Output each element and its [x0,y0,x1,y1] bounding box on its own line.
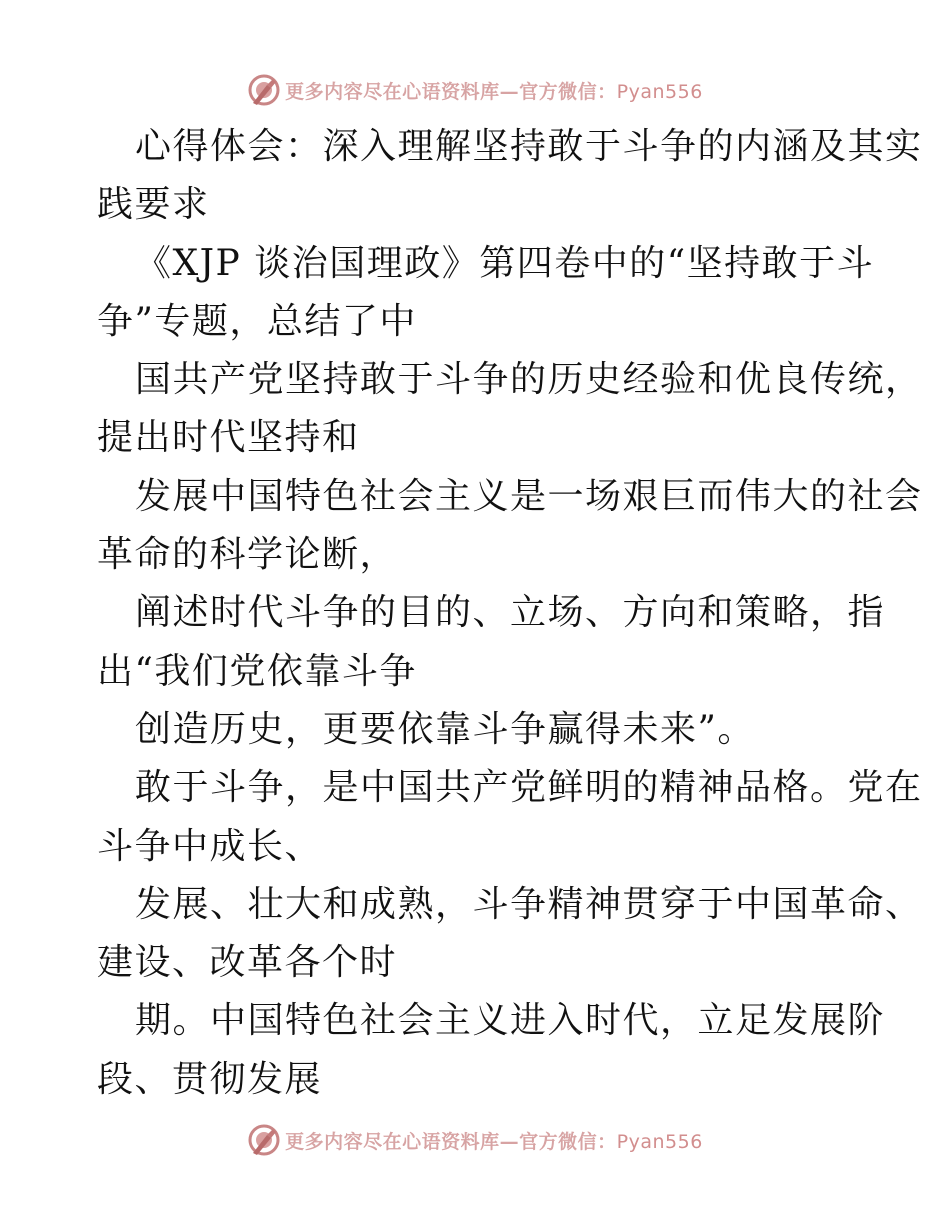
text-line: 斗争中成长、 [97,825,323,867]
footer-watermark [0,1120,950,1160]
text-line: 发展、壮大和成熟，斗争精神贯穿于中国革命、 [135,883,923,925]
text-line: 《XJP 谈治国理政》第四卷中的“坚持敢于斗 [135,242,875,284]
document-body [97,118,923,1109]
header-watermark [0,70,950,110]
text-line: 出“我们党依靠斗争 [97,650,417,692]
pen-seal-logo-icon [247,1123,281,1157]
text-line: 践要求 [97,184,210,226]
text-line: 阐述时代斗争的目的、立场、方向和策略，指 [135,592,886,634]
text-line: 争”专题，总结了中 [97,300,417,342]
watermark-text: 更多内容尽在心语资料库—官方微信：Pyan556 [285,80,703,103]
text-line: 心得体会：深入理解坚持敢于斗争的内涵及其实 [135,126,923,167]
text-line: 革命的科学论断， [97,534,398,576]
text-line: 创造历史，更要依靠斗争赢得未来”。 [135,708,755,750]
text-line: 提出时代坚持和 [97,417,360,459]
watermark-text: 更多内容尽在心语资料库—官方微信：Pyan556 [285,1130,703,1153]
text-line: 国共产党坚持敢于斗争的历史经验和优良传统， [135,359,923,401]
pen-seal-logo-icon [247,73,281,107]
watermark-account: Pyan556 [616,80,703,103]
watermark-account: Pyan556 [616,1130,703,1153]
text-line: 期。中国特色社会主义进入时代，立足发展阶 [135,1000,886,1042]
text-line: 建设、改革各个时 [97,942,398,984]
text-line: 段、贯彻发展 [97,1058,323,1100]
text-line: 敢于斗争，是中国共产党鲜明的精神品格。党在 [135,767,923,809]
text-line: 发展中国特色社会主义是一场艰巨而伟大的社会 [135,475,923,517]
